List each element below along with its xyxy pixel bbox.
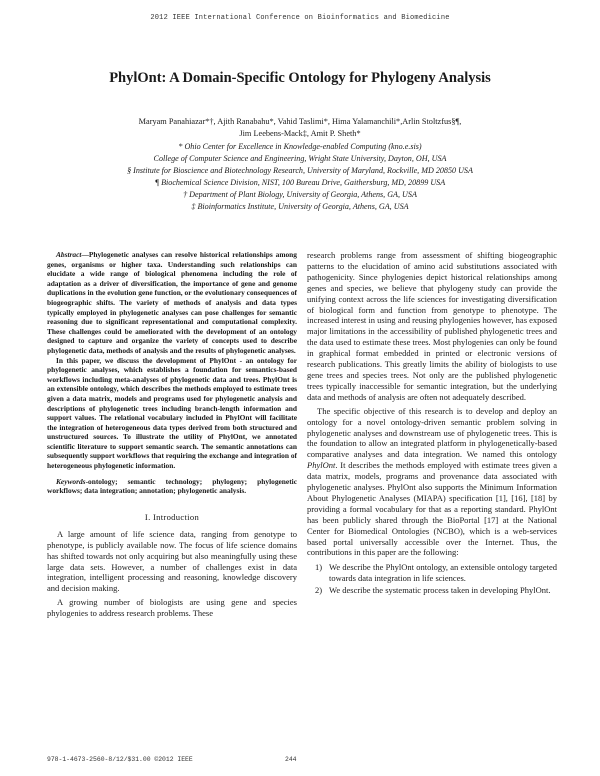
- abstract: [47, 250, 297, 471]
- intro-paragraph-2: A growing number of biologists are using gene and species phylogenies to address research problems. These: [47, 597, 297, 619]
- contribution-number: 1): [315, 562, 323, 573]
- contribution-text: We describe the systematic process taken in developing PhylOnt.: [329, 585, 551, 596]
- right-paragraph-2-end: . It describes the methods employed with estimate trees given a data matrix, models, programs and provenance data associated with phylogenetic analyses. PhylOnt also supports the Minimum Information About Phylogenetic Analyses (MIAPA) specification [1], [16], [18] by providing a formal vocabulary for that as a reporting standard. PhylOnt has been publicly shared through the BioPortal [17] at the National Center for Biomedical Ontologies (NCBO), which is a web-services based portal universally accessible over the Internet. Thus, the contributions in this paper are the following:: [307, 460, 557, 558]
- affiliation-wright-state: College of Computer Science and Engineering, Wright State University, Dayton, OH, USA: [153, 153, 447, 163]
- abstract-paragraph-1: [47, 250, 297, 356]
- paper-title: PhylOnt: A Domain-Specific Ontology for Phylogeny Analysis: [109, 70, 491, 86]
- page-number: 244: [285, 756, 297, 763]
- introduction-body: [47, 529, 297, 619]
- contribution-text: We describe the PhylOnt ontology, an extensible ontology targeted towards data integration in life sciences.: [329, 562, 557, 584]
- contributions-list: [307, 562, 557, 596]
- intro-paragraph-1: A large amount of life science data, ranging from genotype to phenotype, is publicly available now. The focus of life science domains has shifted towards not only acquiring but also meaningfully using these large data sets. However, a number of challenges exist in data integration, intelligent processing and reasoning, knowledge discovery and decision making.: [47, 528, 297, 594]
- author-line-2: Jim Leebens-Mack‡, Amit P. Sheth*: [239, 128, 361, 138]
- contribution-item: [307, 562, 557, 584]
- right-column: [307, 250, 557, 597]
- author-list: [40, 116, 560, 139]
- affiliation-nist: ¶ Biochemical Science Division, NIST, 100 Bureau Drive, Gaithersburg, MD, 20899 USA: [154, 177, 446, 187]
- abstract-paragraph-2: In this paper, we discuss the development of PhylOnt - an ontology for phylogenetic analyses, which establishes a foundation for semantics-based workflows including meta-analyses of phylogenetic data and trees. PhylOnt is an extensible ontology, which describes the methods employed to estimate trees given a data matrix, models and programs used for phylogenetic analysis and descriptions of phylogenetic trees including branch-length information and support values. The relational vocabulary included in PhylOnt will facilitate the integration of heterogeneous data types derived from both structured and unstructured sources. To illustrate the utility of PhylOnt, we annotated scientific literature to support semantic search. The semantic annotations can subsequently support workflows that requiring the exchange and integration of heterogeneous phylogenetic information.: [47, 355, 297, 471]
- right-paragraph-2: [307, 406, 557, 559]
- footer-isbn: 978-1-4673-2560-8/12/$31.00 ©2012 IEEE: [47, 756, 193, 763]
- affiliation-list: [40, 141, 560, 212]
- ontology-name-emphasis: PhylOnt: [307, 460, 336, 471]
- conference-header: 2012 IEEE International Conference on Bioinformatics and Biomedicine: [150, 14, 450, 22]
- right-paragraph-2-start: The specific objective of this research is to develop and deploy an ontology for a novel ontology-driven semantic problem solving in phylogenetic analyses and downstream use of phylogenetic trees. This is the foundation to allow an integrated platform in phylogenetically-based comparative analyses and data integration. We named this ontology: [307, 405, 557, 460]
- affiliation-knoesis: * Ohio Center for Excellence in Knowledge-enabled Computing (kno.e.sis): [178, 142, 422, 151]
- right-column-body: [307, 250, 557, 558]
- abstract-label: Abstract: [56, 250, 82, 259]
- keywords: [47, 477, 297, 496]
- keywords-label: Keywords: [56, 476, 86, 486]
- contribution-item: [307, 585, 557, 596]
- section-heading-introduction: I. Introduction: [144, 511, 200, 522]
- affiliation-maryland: § Institute for Bioscience and Biotechnology Research, University of Maryland, Rockville, MD 20850 USA: [127, 165, 473, 175]
- affiliation-plant-biology: † Department of Plant Biology, University of Georgia, Athens, GA, USA: [183, 189, 417, 199]
- abstract-text-1: —Phylogenetic analyses can resolve historical relationships among genes, organisms or higher taxa. Understanding such relationships can elucidate a wide range of biological phenomena including the role of adaptation as a driver of diversification, the importance of gene and genome duplications in the evolution gene function, or the evolutionary consequences of biogeographic shifts. The variety of methods of analysis and data types typically employed in phylogenetic analyses can pose challenges for semantic reasoning due to significant representational and computational complexity. These challenges could be ameliorated with the development of an ontology designed to capture and organize the variety of concepts used to describe phylogenetic data, methods of analysis and the results of phylogenetic analyses.: [47, 250, 297, 355]
- right-paragraph-1: research problems range from assessment of shifting biogeographic patterns to the elucidation of amino acid substitutions associated with pathogenicity. Since phylogenies depict historical relationships among genes and species, we believe that phylogeny study can provide the unifying context across the life sciences for investigating diversification of biological form and function from genotype to phenotype. The increased interest in using and reusing phylogenies however, has exposed major limitations in the accessibility of published phylogenetic trees and the data used to estimate these trees. Most phylogenies can only be found in graphical format embedded in printed or electronic versions of research publications. This greatly limits the ability of biologists to use gene trees and species trees. Not only are the published phylogenetic trees typically inaccessible for semantic integration, but the underlying data and methods of analysis are often not adequately described.: [307, 250, 557, 402]
- left-column: [47, 250, 297, 622]
- author-line-1: Maryam Panahiazar*†, Ajith Ranabahu*, Vahid Taslimi*, Hima Yalamanchili*,Arlin Stoltzfus§¶,: [138, 117, 462, 126]
- affiliation-bioinformatics: ‡ Bioinformatics Institute, University of Georgia, Athens, GA, USA: [191, 201, 409, 211]
- keywords-text: -ontology; semantic technology; phylogeny; phylogenetic workflows; data integration; annotation; phylogenetic analysis.: [47, 476, 297, 496]
- contribution-number: 2): [315, 585, 323, 596]
